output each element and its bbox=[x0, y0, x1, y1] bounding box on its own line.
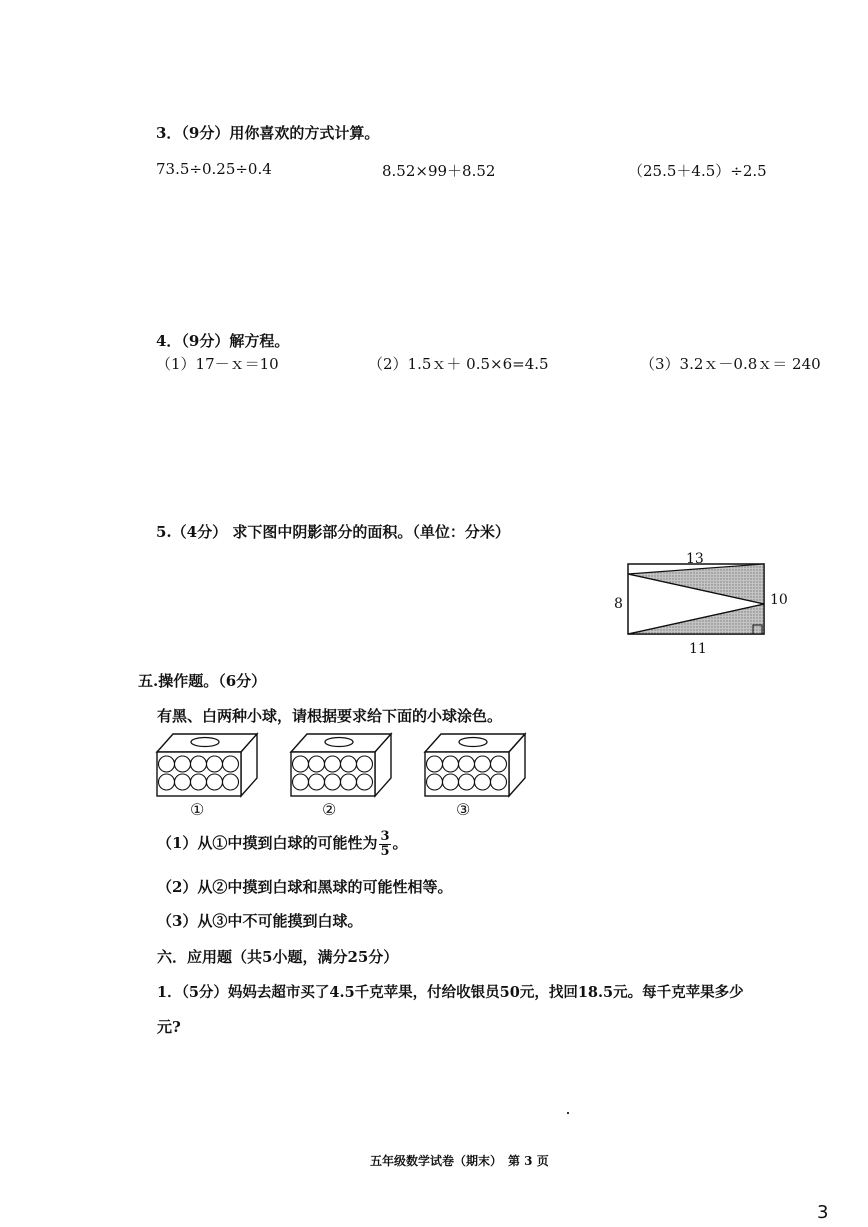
label-bottom: 11 bbox=[689, 641, 707, 657]
box-label-1: ① bbox=[190, 800, 205, 819]
item1-prefix: （1）从①中摸到白球的可能性为 bbox=[157, 834, 378, 852]
q5-title: 5.（4分） 求下图中阴影部分的面积。（单位：分米） bbox=[156, 523, 510, 541]
q4-eq-3: （3）3.2ｘ－0.8ｘ＝ 240 bbox=[640, 355, 821, 373]
box-label-2: ② bbox=[322, 800, 337, 819]
ball-box-2 bbox=[289, 732, 395, 798]
section5-item-1 bbox=[157, 825, 408, 861]
section6-q1-line1: 1．（5分）妈妈去超市买了4.5千克苹果，付给收银员50元，找回18.5元。每千克苹果多少 bbox=[157, 984, 744, 1001]
item1-suffix: 。 bbox=[392, 834, 408, 852]
q3-expr-3: （25.5＋4.5）÷2.5 bbox=[628, 162, 767, 180]
section5-intro: 有黑、白两种小球，请根据要求给下面的小球涂色。 bbox=[157, 707, 503, 725]
ball-box-3 bbox=[423, 732, 529, 798]
fraction-numerator: 3 bbox=[380, 828, 390, 844]
ball-box-1 bbox=[155, 732, 261, 798]
stray-dot bbox=[567, 1112, 569, 1114]
page-number: 3 bbox=[817, 1202, 829, 1223]
fraction-denominator: 5 bbox=[380, 843, 390, 859]
fraction bbox=[379, 830, 390, 859]
q4-title: 4．（9分）解方程。 bbox=[156, 332, 290, 350]
label-top: 13 bbox=[686, 551, 704, 567]
q4-eq-2: （2）1.5ｘ＋ 0.5×6=4.5 bbox=[368, 355, 549, 373]
page-footer: 五年级数学试卷（期末） 第 3 页 bbox=[370, 1154, 549, 1168]
section5-item-2: （2）从②中摸到白球和黑球的可能性相等。 bbox=[157, 878, 453, 896]
section5-item-3: （3）从③中不可能摸到白球。 bbox=[157, 912, 363, 930]
q3-expr-2: 8.52×99＋8.52 bbox=[382, 162, 496, 180]
q3-title: 3．（9分）用你喜欢的方式计算。 bbox=[156, 124, 380, 142]
q4-eq-1: （1）17－ｘ＝10 bbox=[156, 355, 279, 373]
section6-q1-line2: 元? bbox=[157, 1018, 181, 1036]
section5-title: 五.操作题。（6分） bbox=[138, 672, 267, 690]
shaded-area-figure bbox=[600, 548, 800, 663]
section6-title: 六．应用题（共5小题，满分25分） bbox=[157, 948, 399, 966]
label-right: 10 bbox=[770, 592, 788, 608]
label-left: 8 bbox=[614, 596, 623, 612]
box-label-3: ③ bbox=[456, 800, 471, 819]
q3-expr-1: 73.5÷0.25÷0.4 bbox=[156, 160, 272, 178]
